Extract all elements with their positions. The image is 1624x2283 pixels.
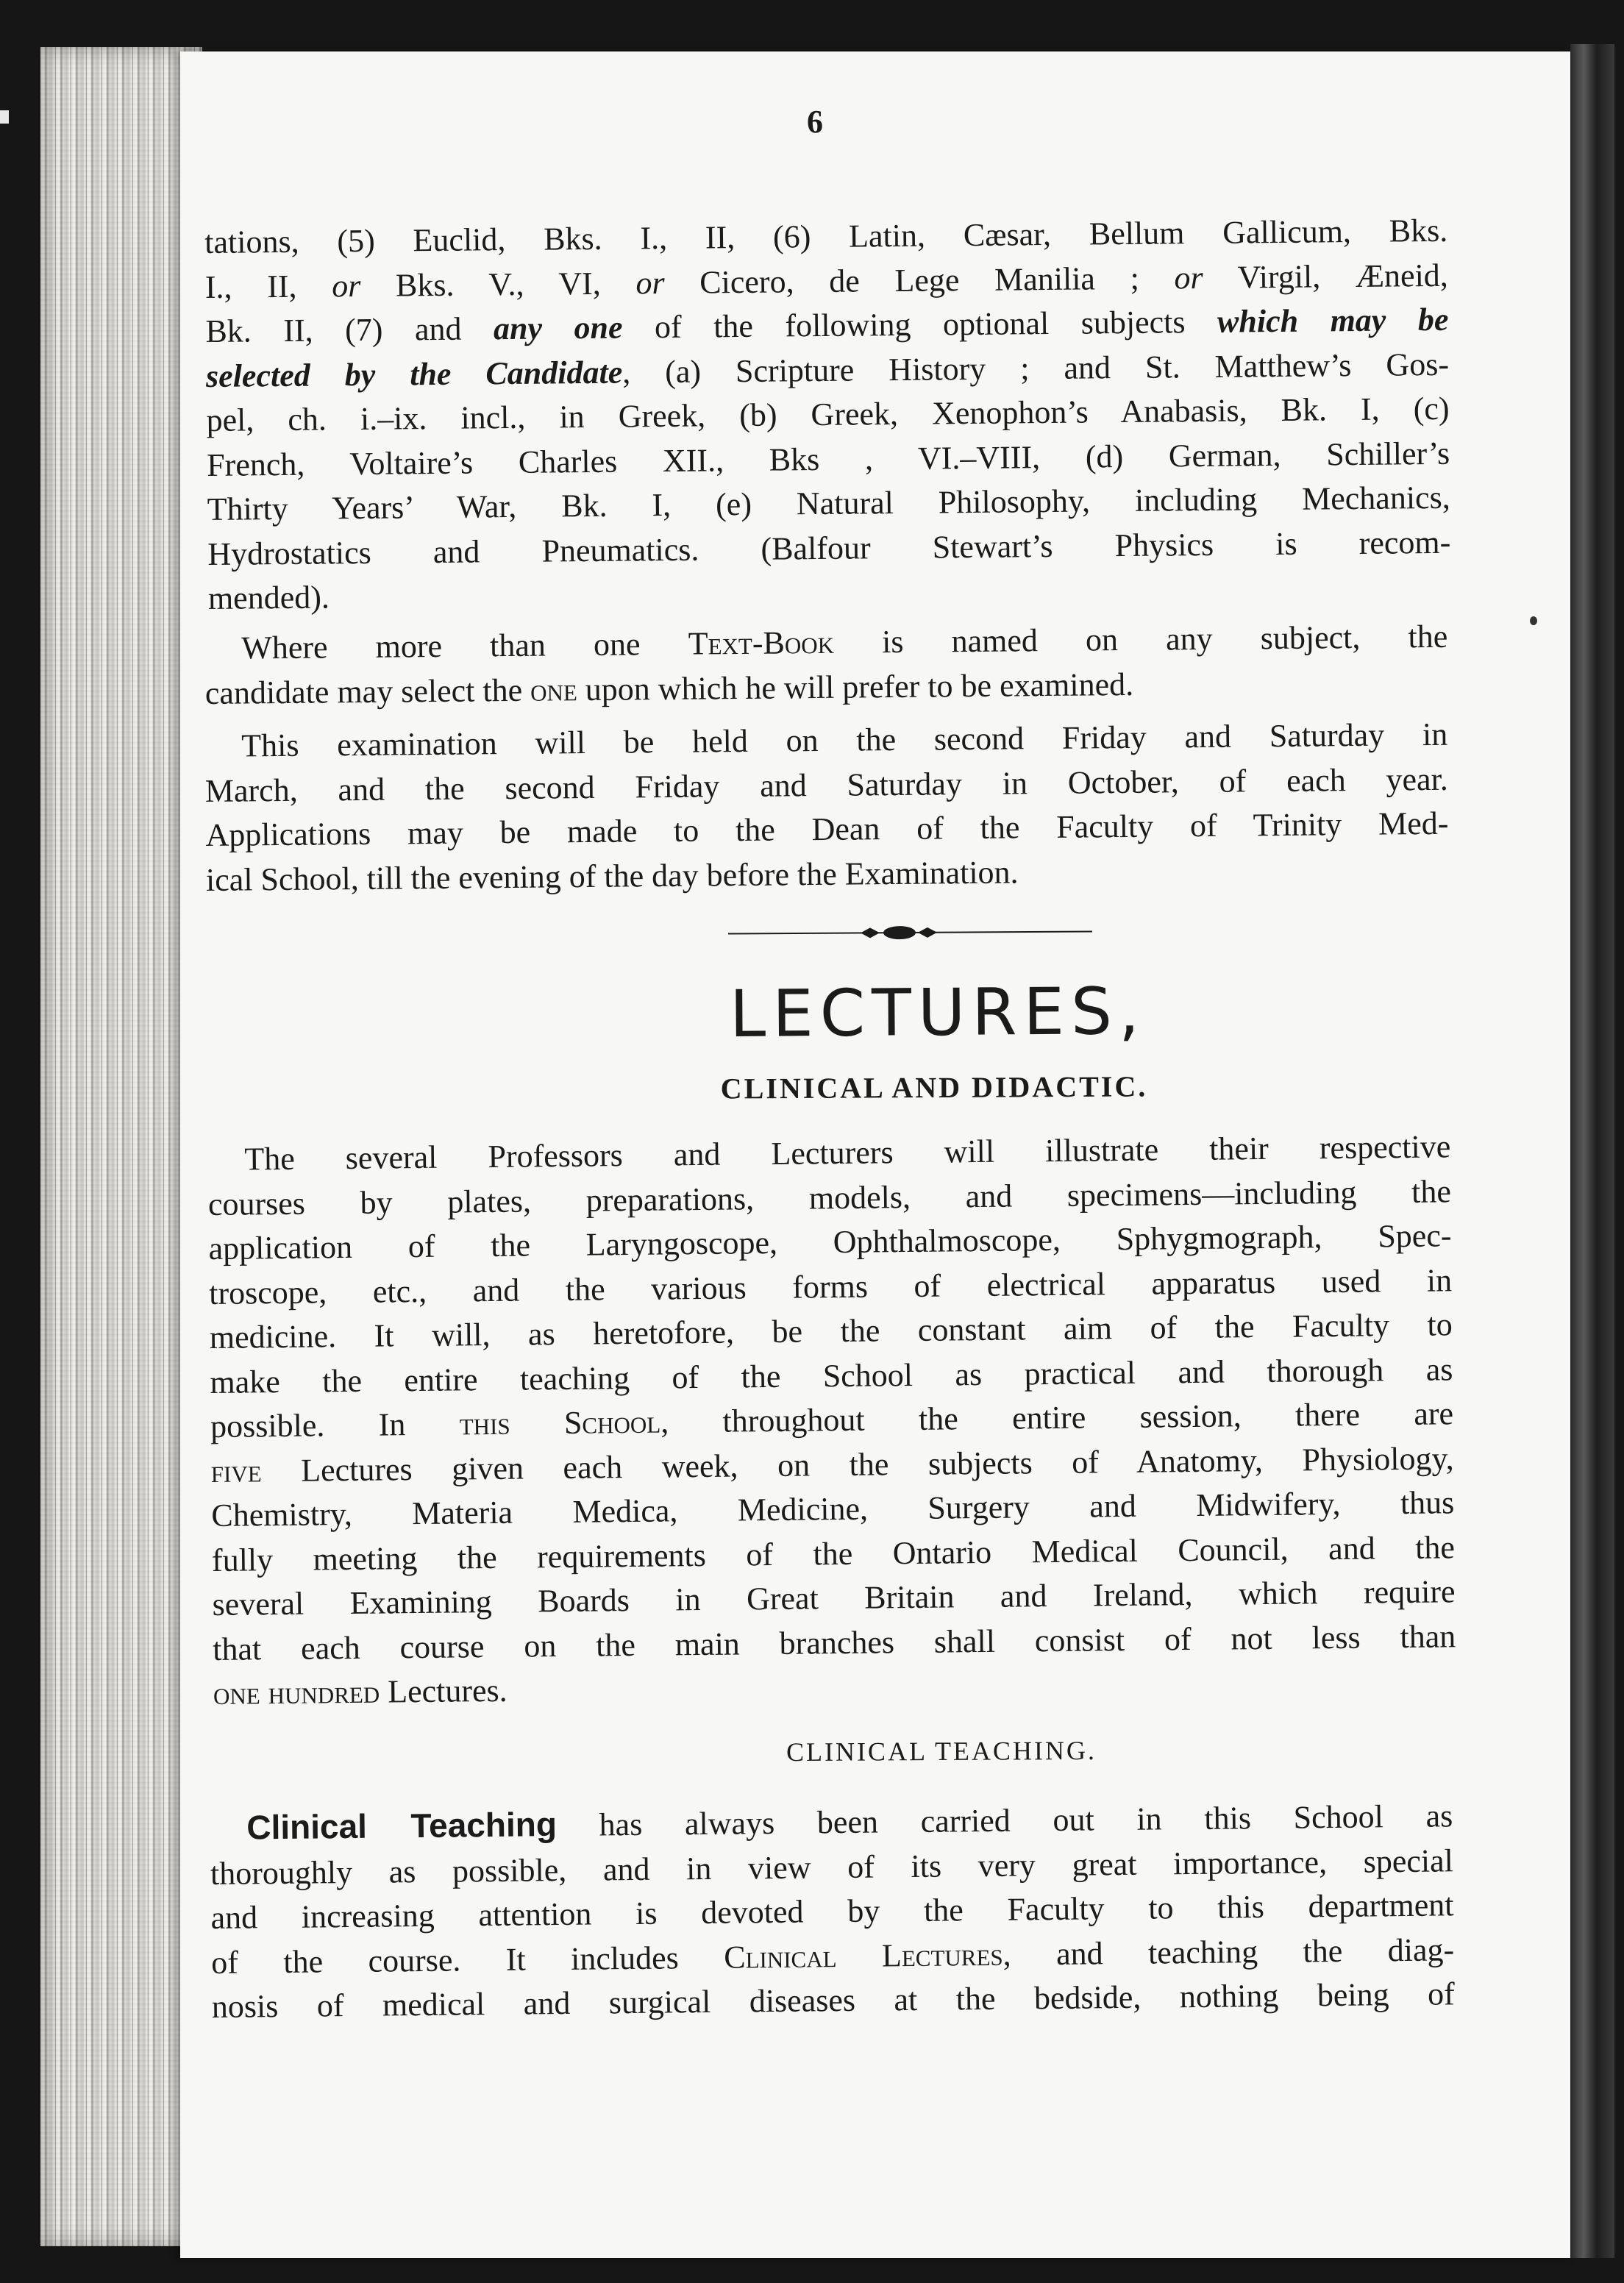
text-line: selected by the Candidate, (a) Scripture History ; and St. Matthew’s Gos- bbox=[205, 346, 1450, 394]
page-number: 6 bbox=[807, 104, 823, 140]
text-line: courses by plates, preparations, models, and specimens—including the bbox=[207, 1172, 1452, 1222]
text-line: one hundred Lectures. bbox=[213, 1672, 508, 1712]
section-subtitle: CLINICAL AND DIDACTIC. bbox=[720, 1069, 1148, 1105]
text-line: This examination will be held on the second Friday and Saturday in bbox=[241, 716, 1448, 764]
text-line: candidate may select the one upon which he will prefer to be examined. bbox=[204, 666, 1134, 711]
text-line: thoroughly as possible, and in view of its very great importance, special bbox=[210, 1842, 1454, 1892]
text-line: Applications may be made to the Dean of the Faculty of Trinity Med- bbox=[205, 805, 1449, 853]
text-line: Where more than one Text-Book is named on any subject, the bbox=[241, 618, 1448, 666]
text-line: mended). bbox=[207, 579, 330, 616]
text-line: five Lectures given each week, on the subjects of Anatomy, Physiology, bbox=[210, 1439, 1454, 1489]
section-title: LECTURES, bbox=[729, 973, 1147, 1052]
clinical-paragraph bbox=[210, 1792, 1455, 2029]
text-line: Hydrostatics and Pneumatics. (Balfour Stewart’s Physics is recom- bbox=[207, 524, 1451, 572]
margin-speck bbox=[1530, 616, 1537, 625]
text-line: Bk. II, (7) and any one of the following optional subjects which may be bbox=[205, 301, 1449, 349]
text-line: March, and the second Friday and Saturday in October, of each year. bbox=[204, 761, 1449, 809]
text-line: troscope, etc., and the various forms of electrical apparatus used in bbox=[208, 1261, 1453, 1311]
text-line: pel, ch. i.–ix. incl., in Greek, (b) Greek, Xenophon’s Anabasis, Bk. I, (c) bbox=[206, 390, 1450, 438]
text-line: nosis of medical and surgical diseases at the bedside, nothing being of bbox=[211, 1976, 1456, 2025]
text-line: several Examining Boards in Great Britain and Ireland, which require bbox=[212, 1573, 1456, 1623]
text-line: French, Voltaire’s Charles XII., Bks , VI.–VIII, (d) German, Schiller’s bbox=[206, 435, 1450, 483]
text-line: ical School, till the evening of the day before the Examination. bbox=[205, 853, 1019, 898]
text-line: application of the Laryngoscope, Ophthalmoscope, Sphygmograph, Spec- bbox=[208, 1217, 1452, 1267]
text-line: fully meeting the requirements of the Ontario Medical Council, and the bbox=[211, 1528, 1456, 1578]
text-line: I., II, or Bks. V., VI, or Cicero, de Lege Manilia ; or Virgil, Æneid, bbox=[204, 257, 1449, 305]
lectures-paragraph bbox=[207, 1125, 1456, 1716]
text-line: of the course. It includes Clinical Lectures, and teaching the diag- bbox=[210, 1931, 1455, 1981]
text-line: that each course on the main branches shall consist of not less than bbox=[213, 1617, 1456, 1667]
text-line: tations, (5) Euclid, Bks. I., II, (6) Latin, Cæsar, Bellum Gallicum, Bks. bbox=[204, 212, 1448, 260]
facing-page-edge bbox=[1570, 44, 1614, 2258]
exam-paragraph bbox=[204, 713, 1449, 902]
clinical-teaching-heading: CLINICAL TEACHING. bbox=[786, 1735, 1097, 1767]
text-line: possible. In this School, throughout the entire session, there are bbox=[210, 1395, 1454, 1445]
text-line: and increasing attention is devoted by the Faculty to this department bbox=[210, 1887, 1454, 1936]
text-line: Chemistry, Materia Medica, Medicine, Surgery and Midwifery, thus bbox=[211, 1484, 1455, 1534]
text-line: make the entire teaching of the School as practical and thorough as bbox=[210, 1350, 1453, 1400]
book-page-edges bbox=[40, 47, 202, 2246]
text-line: medicine. It will, as heretofore, be the constant aim of the Faculty to bbox=[209, 1306, 1453, 1356]
textbook-paragraph bbox=[204, 615, 1448, 716]
top-paragraph bbox=[204, 209, 1451, 621]
text-line: Thirty Years’ War, Bk. I, (e) Natural Philosophy, including Mechanics, bbox=[207, 479, 1450, 527]
text-line: Clinical Teaching has always been carried out in this School as bbox=[246, 1798, 1453, 1847]
text-line: The several Professors and Lecturers will illustrate their respective bbox=[244, 1128, 1451, 1178]
ornamental-rule bbox=[728, 922, 1092, 943]
